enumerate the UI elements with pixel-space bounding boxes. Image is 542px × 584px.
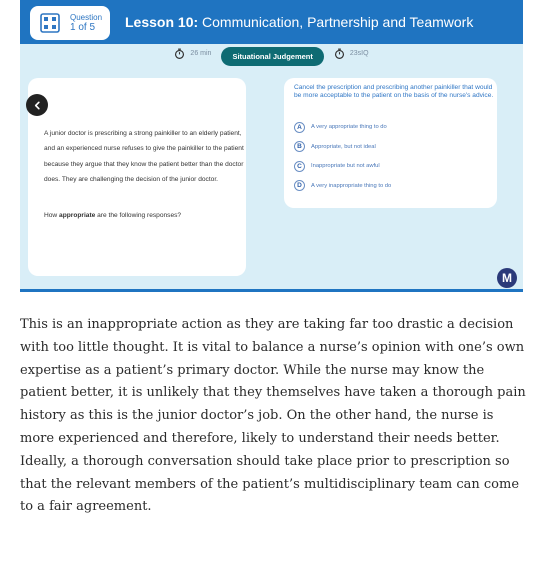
stopwatch-icon [334, 48, 345, 59]
lesson-name: Communication, Partnership and Teamwork [198, 14, 474, 30]
option-c-letter: C [294, 161, 305, 172]
question-label: Question [70, 13, 103, 22]
response-text: Cancel the prescription and prescribing another painkiller that would be more acceptable to the patient on the basis of the nurse's advice. [294, 84, 494, 99]
question-prompt [44, 212, 244, 219]
medify-logo: M [497, 268, 517, 288]
lesson-header [20, 0, 523, 44]
timer [174, 48, 211, 59]
prompt-prefix: How [44, 212, 60, 219]
option-d[interactable] [294, 180, 494, 192]
question-counter [70, 13, 102, 33]
timer-label: 26 min [190, 49, 212, 57]
iq-timer [334, 48, 369, 59]
option-c[interactable] [294, 160, 494, 172]
option-d-label: A very inappropriate thing to do [311, 182, 392, 189]
section-bar [20, 44, 523, 62]
question-count: 1 of 5 [70, 22, 96, 33]
option-b-letter: B [294, 141, 305, 152]
scenario-text: A junior doctor is prescribing a strong painkiller to an elderly patient, and an experienced nurse refuses to give the painkiller to the patient because they argue that they know the patient better than the doctor does. They are challenging the decision of the junior doctor. [44, 130, 244, 184]
back-button[interactable] [26, 94, 48, 116]
option-b-label: Appropriate, but not ideal [311, 143, 376, 150]
lesson-title [125, 14, 473, 30]
stopwatch-icon [174, 48, 185, 59]
answer-options [294, 121, 494, 199]
question-badge[interactable] [30, 6, 110, 40]
prompt-suffix: are the following responses? [95, 212, 182, 219]
option-d-letter: D [294, 180, 305, 191]
lesson-number: Lesson 10: [125, 14, 199, 30]
question-grid-icon [40, 13, 60, 33]
option-a-letter: A [294, 122, 305, 133]
option-c-label: Inappropriate but not awful [311, 163, 380, 169]
bottom-accent-line [20, 289, 523, 292]
iq-label: 23sIQ [349, 49, 369, 57]
chevron-left-icon [33, 101, 42, 110]
option-b[interactable] [294, 141, 494, 153]
lesson-app-panel [20, 0, 523, 292]
explanation-paragraph: This is an inappropriate action as they are taking far too drastic a decision with too little thought. It is vital to balance a nurse’s opinion with one’s own expertise as a patient’s primary doctor. While the nurse may know the patient better, it is unlikely that they themselves have taken a thorough pain history as this is the junior doctor’s job. On the other hand, the nurse is more experienced and therefore, likely to understand their needs better. Ideally, a thorough conversation should take place prior to prescription so that the relevant members of the patient’s multidisciplinary team can come to a fair agreement. [20, 317, 526, 515]
option-a[interactable] [294, 121, 494, 133]
situational-judgement-tab[interactable]: Situational Judgement [221, 47, 323, 66]
prompt-bold: appropriate [59, 212, 96, 219]
option-a-label: A very appropriate thing to do [311, 124, 387, 130]
